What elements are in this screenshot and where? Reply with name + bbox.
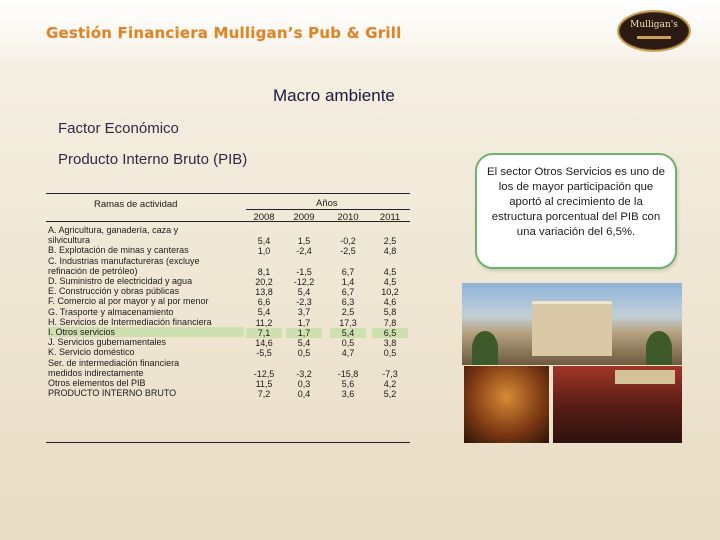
pub-interior-photo bbox=[464, 366, 549, 443]
value-cell: 3,6 bbox=[341, 389, 355, 400]
value-cell: 1,7 bbox=[297, 317, 311, 328]
value-spacer bbox=[330, 358, 366, 368]
year-header: 2009 bbox=[293, 212, 315, 223]
otros-servicios-callout bbox=[475, 153, 677, 269]
value-cell: 0,3 bbox=[297, 378, 311, 389]
value-cell: 8,1 bbox=[257, 266, 271, 277]
value-cell: 4,5 bbox=[383, 266, 397, 277]
value-cell: 5,4 bbox=[297, 287, 311, 297]
value-cell: 6,5 bbox=[372, 328, 408, 338]
table-top-rule bbox=[46, 193, 410, 194]
value-cell: 17,3 bbox=[339, 317, 357, 328]
rama-line: H. Servicios de Intermediación financiera bbox=[48, 316, 212, 327]
value-cell: 1,7 bbox=[286, 328, 322, 338]
col-header-anos: Años bbox=[316, 198, 338, 209]
value-cell: 0,5 bbox=[341, 338, 355, 349]
pub-exterior-photo bbox=[553, 366, 682, 443]
rama-line: Otros elementos del PIB bbox=[48, 378, 146, 389]
value-cell: 10,2 bbox=[381, 287, 399, 297]
mulligans-logo bbox=[617, 10, 691, 52]
rama-line: medidos indirectamente bbox=[48, 367, 144, 378]
rama-line: E. Construcción y obras públicas bbox=[48, 286, 180, 297]
value-cell: 7,2 bbox=[257, 389, 271, 400]
hotel-building bbox=[532, 301, 612, 356]
year-header: 2010 bbox=[337, 212, 359, 223]
values-2008-column bbox=[246, 236, 282, 399]
value-cell: 3,8 bbox=[383, 338, 397, 349]
subsection-heading: Producto Interno Bruto (PIB) bbox=[58, 151, 248, 168]
value-cell: -1,5 bbox=[296, 266, 312, 277]
value-cell: 11,5 bbox=[255, 378, 273, 389]
pib-table bbox=[46, 193, 410, 443]
rama-line: B. Explotación de minas y canteras bbox=[48, 245, 189, 256]
value-cell: 3,7 bbox=[297, 307, 311, 318]
value-spacer bbox=[286, 256, 322, 266]
value-cell: 6,7 bbox=[341, 287, 355, 297]
rama-line-highlighted: I. Otros servicios bbox=[48, 327, 244, 337]
value-cell: -3,2 bbox=[296, 368, 312, 379]
values-2009-column bbox=[286, 236, 322, 399]
hotel-photo bbox=[462, 283, 682, 365]
value-cell: 0,5 bbox=[297, 348, 311, 359]
value-cell: 4,2 bbox=[383, 378, 397, 389]
value-cell: 11,2 bbox=[255, 317, 273, 328]
values-2010-column bbox=[330, 236, 366, 399]
value-spacer bbox=[246, 256, 282, 266]
value-cell: 1,5 bbox=[297, 236, 311, 246]
value-cell: 5,4 bbox=[257, 307, 271, 318]
value-cell: 7,1 bbox=[246, 328, 282, 338]
rama-line: J. Servicios gubernamentales bbox=[48, 337, 167, 348]
rama-line: refinación de petróleo) bbox=[48, 265, 138, 276]
table-years-rule bbox=[246, 209, 410, 210]
value-cell: 6,7 bbox=[341, 266, 355, 277]
rama-line: K. Servicio doméstico bbox=[48, 347, 135, 358]
value-spacer bbox=[246, 358, 282, 368]
rama-line: F. Comercio al por mayor y al por menor bbox=[48, 296, 209, 307]
value-cell: -2,3 bbox=[296, 297, 312, 308]
rama-line: G. Trasporte y almacenamiento bbox=[48, 306, 174, 317]
col-header-ramas: Ramas de actividad bbox=[94, 199, 178, 210]
value-cell: 5,8 bbox=[383, 307, 397, 318]
value-cell: 5,2 bbox=[383, 389, 397, 400]
value-cell: 20,2 bbox=[255, 276, 273, 287]
tree-shape bbox=[472, 331, 498, 365]
value-cell: 5,4 bbox=[330, 328, 366, 338]
value-cell: 5,4 bbox=[257, 236, 271, 246]
value-cell: 13,8 bbox=[255, 287, 273, 297]
value-cell: 2,5 bbox=[341, 307, 355, 318]
value-spacer bbox=[286, 358, 322, 368]
slide-title: Macro ambiente bbox=[273, 86, 395, 105]
rama-line: PRODUCTO INTERNO BRUTO bbox=[48, 388, 177, 399]
rama-line: D. Suministro de electricidad y agua bbox=[48, 276, 193, 287]
values-2011-column bbox=[372, 236, 408, 399]
value-cell: 4,5 bbox=[383, 276, 397, 287]
rama-line: Ser. de intermediación financiera bbox=[48, 357, 180, 368]
value-cell: 5,6 bbox=[341, 378, 355, 389]
callout-text: El sector Otros Servicios es uno de los de mayor participación que aportó al crecimiento de la estructura porcentual del PIB con una variación del 6,5%. bbox=[487, 166, 665, 238]
ramas-list bbox=[48, 225, 244, 398]
value-cell: -2,4 bbox=[296, 246, 312, 257]
rama-line: A. Agricultura, ganadería, caza y bbox=[48, 225, 179, 235]
value-cell: 5,4 bbox=[297, 338, 311, 349]
rama-line: C. Industrias manufactureras (excluye bbox=[48, 255, 200, 266]
value-cell: -0,2 bbox=[340, 236, 356, 246]
year-header: 2008 bbox=[253, 212, 275, 223]
value-cell: 14,6 bbox=[255, 338, 273, 349]
logo-bar bbox=[637, 36, 671, 39]
value-cell: 7,8 bbox=[383, 317, 397, 328]
value-cell: 0,5 bbox=[383, 348, 397, 359]
table-bottom-rule bbox=[46, 442, 410, 443]
value-spacer bbox=[372, 256, 408, 266]
rama-line: silvicultura bbox=[48, 235, 91, 246]
value-cell: -7,3 bbox=[382, 368, 398, 379]
value-cell: 6,3 bbox=[341, 297, 355, 308]
value-cell: -12,5 bbox=[253, 368, 275, 379]
value-spacer bbox=[372, 358, 408, 368]
value-cell: 4,7 bbox=[341, 348, 355, 359]
value-cell: -15,8 bbox=[337, 368, 359, 379]
section-heading: Factor Económico bbox=[58, 120, 179, 137]
value-cell: 1,0 bbox=[257, 246, 271, 257]
value-cell: 6,6 bbox=[257, 297, 271, 308]
value-cell: 0,4 bbox=[297, 389, 311, 400]
logo-text: Mulligan's bbox=[630, 20, 678, 30]
year-header: 2011 bbox=[379, 212, 401, 223]
value-cell: 1,4 bbox=[341, 276, 355, 287]
value-spacer bbox=[330, 256, 366, 266]
pub-sign bbox=[615, 370, 675, 384]
value-cell: -5,5 bbox=[256, 348, 272, 359]
brand-title: Gestión Financiera Mulligan’s Pub & Grill bbox=[46, 24, 402, 42]
value-cell: 4,6 bbox=[383, 297, 397, 308]
value-cell: -2,5 bbox=[340, 246, 356, 257]
tree-shape bbox=[646, 331, 672, 365]
value-cell: -12,2 bbox=[293, 276, 315, 287]
value-cell: 4,8 bbox=[383, 246, 397, 257]
value-cell: 2,5 bbox=[383, 236, 397, 246]
